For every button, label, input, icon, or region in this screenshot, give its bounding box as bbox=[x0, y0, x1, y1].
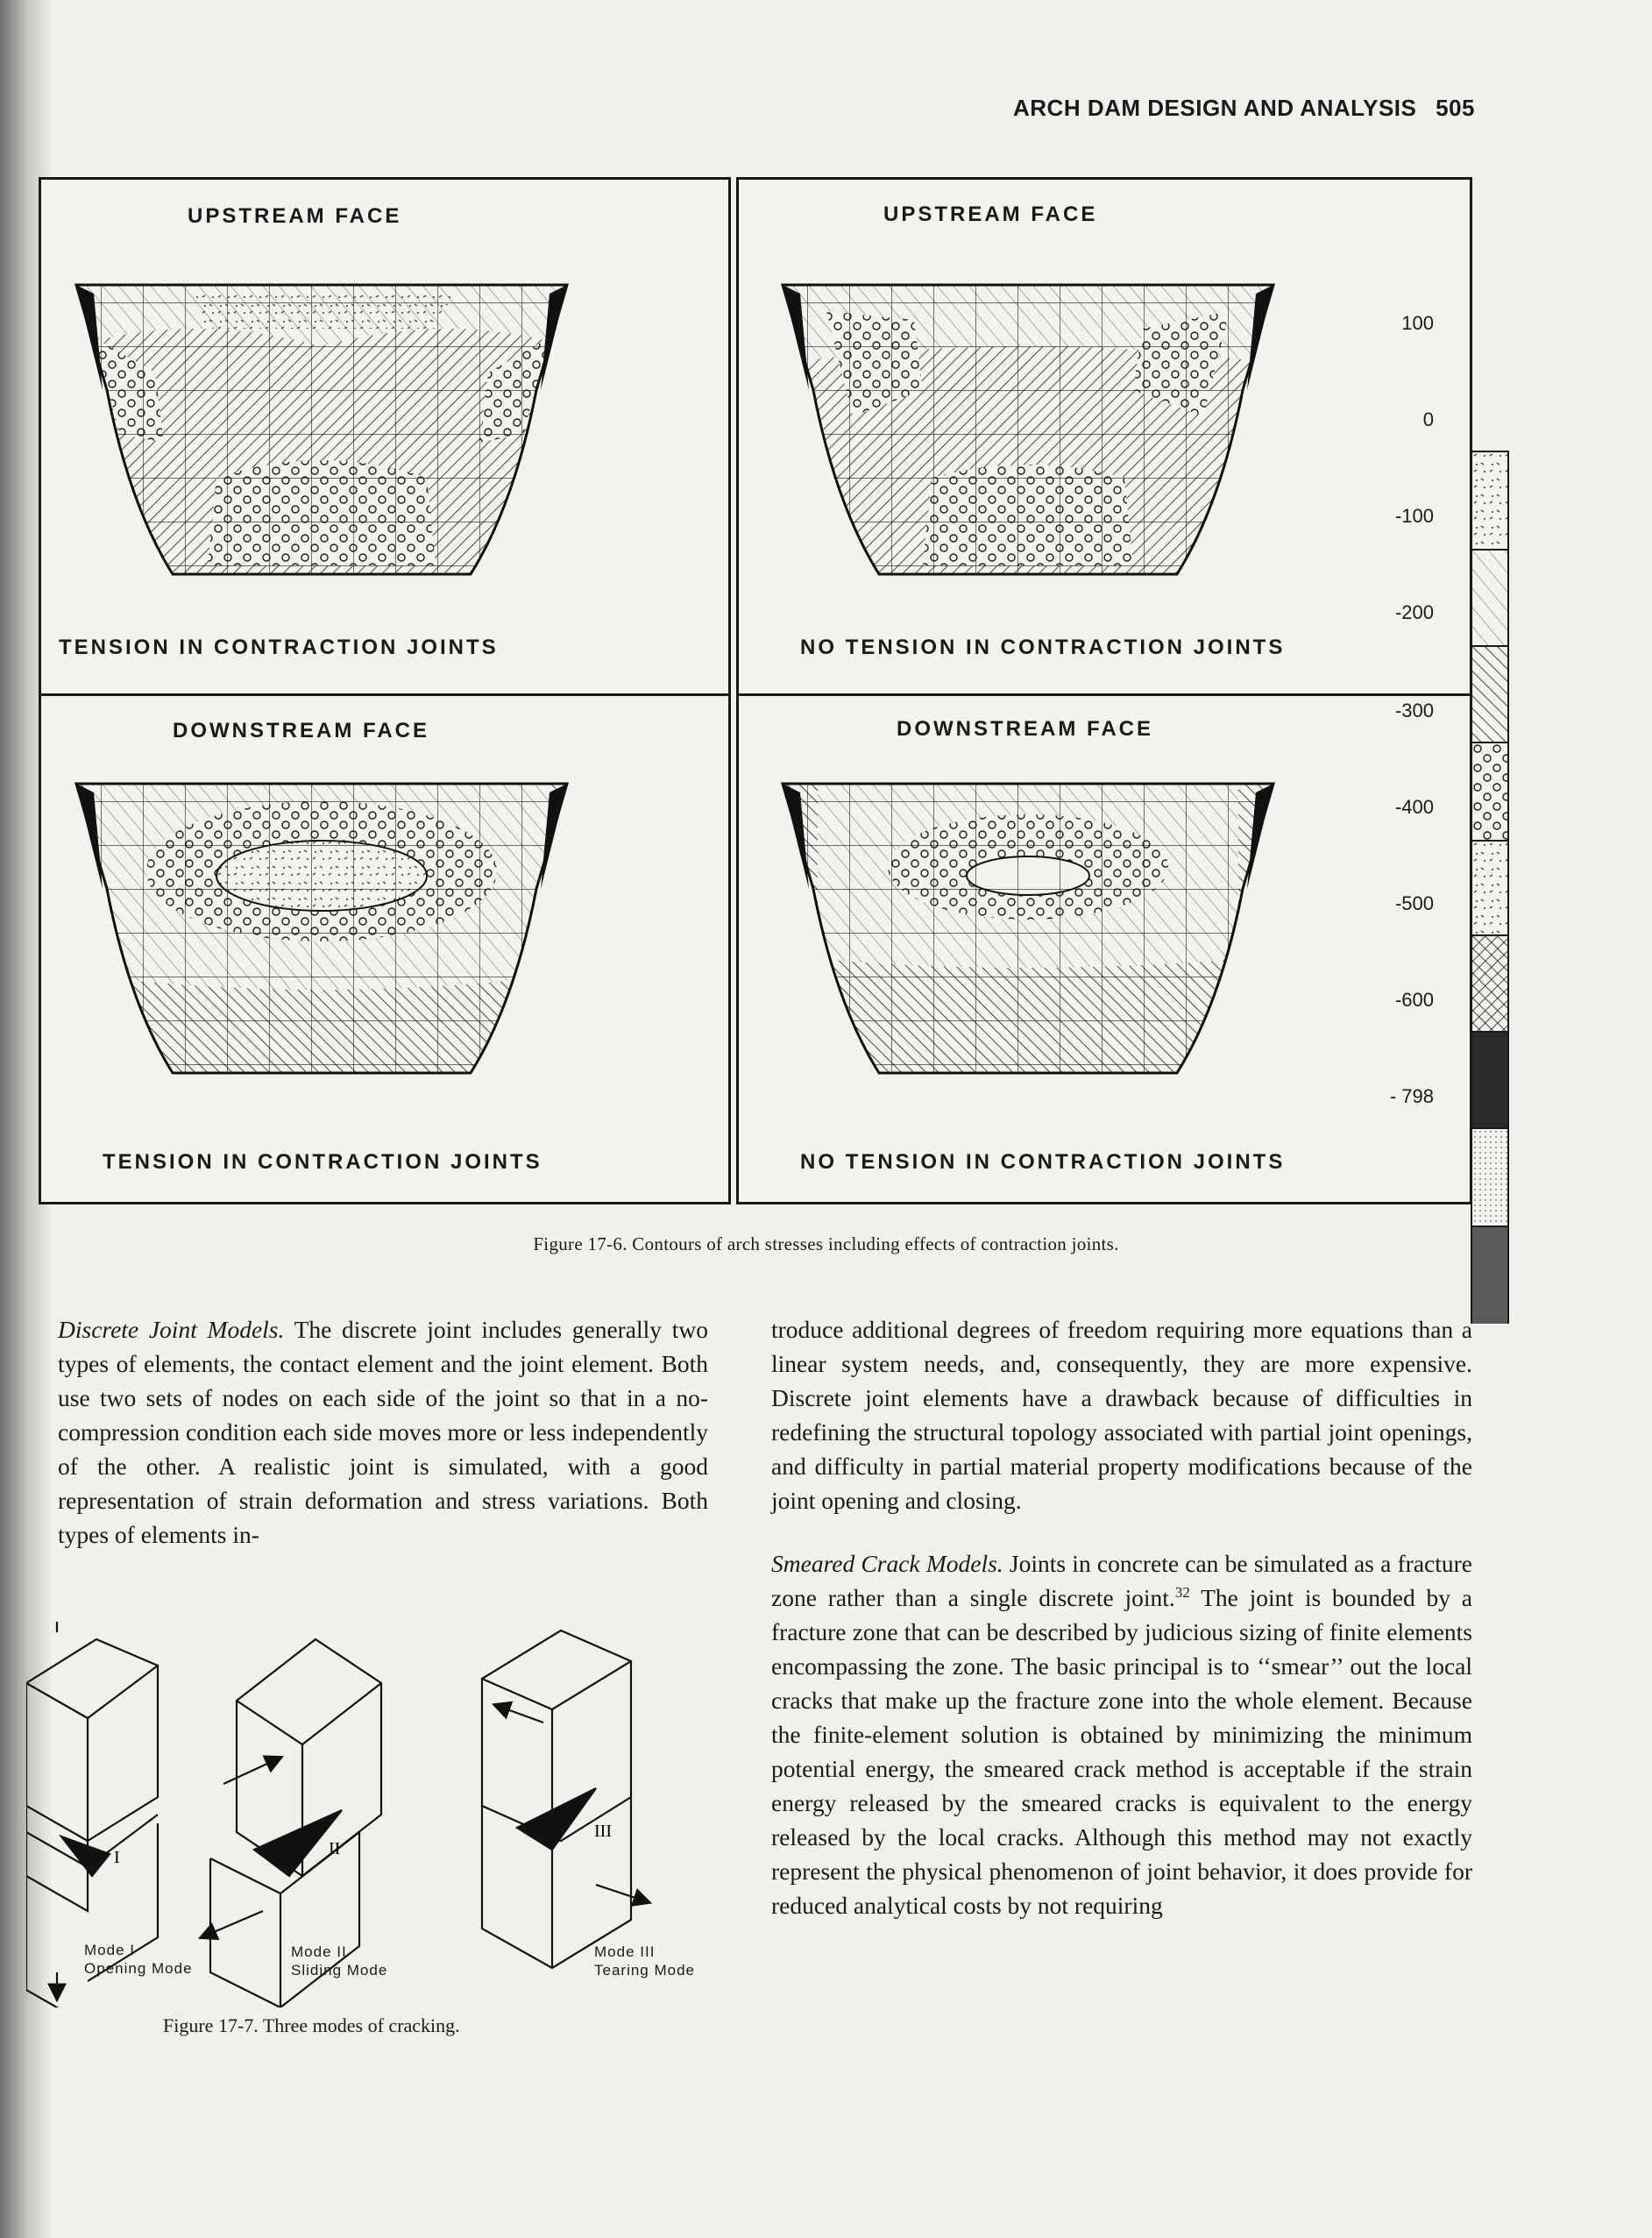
text-column-right bbox=[771, 1312, 1472, 1922]
paragraph-smeared-crack bbox=[771, 1546, 1472, 1922]
figure-17-6-caption: Figure 17-6. Contours of arch stresses including effects of contraction joints. bbox=[533, 1233, 1119, 1254]
mode-3-name: Mode III bbox=[594, 1943, 656, 1960]
legend-tick: 100 bbox=[1401, 312, 1434, 334]
dam-stress-contour-drawing bbox=[59, 714, 585, 1117]
panel-face-label: DOWNSTREAM FACE bbox=[173, 719, 429, 742]
legend-tick: -500 bbox=[1394, 892, 1434, 914]
paragraph-discrete-joint bbox=[58, 1312, 708, 1552]
run-in-heading: Discrete Joint Models. bbox=[58, 1316, 285, 1343]
legend-tick: 0 bbox=[1422, 409, 1434, 430]
paragraph-text: Joints in concrete can be simulated as a fracture zone rather than a single discrete joint. bbox=[771, 1550, 1472, 1611]
mode-3-block bbox=[482, 1631, 649, 1968]
mode-1-name: Mode I bbox=[84, 1942, 135, 1958]
panel-condition-label: TENSION IN CONTRACTION JOINTS bbox=[59, 636, 499, 659]
legend-tick: - 798 bbox=[1389, 1085, 1434, 1107]
panel-downstream-tension bbox=[39, 693, 731, 1204]
panel-upstream-tension bbox=[39, 177, 731, 699]
panel-condition-label: NO TENSION IN CONTRACTION JOINTS bbox=[800, 1150, 1286, 1174]
figure-17-7-caption: Figure 17-7. Three modes of cracking. bbox=[163, 2014, 460, 2036]
run-in-heading: Smeared Crack Models. bbox=[771, 1550, 1003, 1577]
panel-face-label: DOWNSTREAM FACE bbox=[897, 717, 1153, 741]
running-header bbox=[1013, 95, 1475, 122]
mode-3-label bbox=[594, 1943, 695, 1979]
panel-face-label: UPSTREAM FACE bbox=[188, 204, 402, 228]
mode-1-label bbox=[84, 1941, 193, 1978]
legend-swatch-fine-dots bbox=[1472, 1129, 1507, 1227]
legend-swatch-hatch bbox=[1472, 647, 1507, 743]
paragraph-continued: troduce additional degrees of freedom requiring more equations than a linear system needs, and, consequently, they are more expensive. Discrete joint elements have a drawback because of difficulties in redefining the structural topology associated with partial joint openings, and difficulty in partial material property modifications because of the joint opening and closing. bbox=[771, 1316, 1472, 1514]
reference-superscript: 32 bbox=[1174, 1583, 1190, 1601]
legend-swatch-dense-hatch bbox=[1472, 936, 1507, 1033]
legend-swatch-speckle bbox=[1472, 452, 1507, 551]
legend-swatch-light-hatch bbox=[1472, 551, 1507, 647]
dam-stress-contour-drawing bbox=[765, 714, 1291, 1117]
legend-swatch-dots bbox=[1472, 743, 1507, 842]
mode-2-name: Mode II bbox=[291, 1943, 347, 1960]
panel-condition-label: TENSION IN CONTRACTION JOINTS bbox=[103, 1150, 542, 1174]
mode-2-label bbox=[291, 1943, 387, 1979]
page-number: 505 bbox=[1436, 95, 1475, 121]
mode-3-desc: Tearing Mode bbox=[594, 1962, 696, 1979]
stress-legend-bar bbox=[1471, 451, 1509, 1324]
paragraph-text: The joint is bounded by a fracture zone that can be described by judicious sizing of finite elements encompassing the zone. The basic principal is to ‘‘smear’’ out the local cracks that make up the fracture zone into the whole element. Because the finite-element solution is obtained by minimizing the minimum potential energy, the smeared crack method is acceptable if the strain energy released by the smeared cracks is equivalent to the energy released by the local cracks. Although this method may not exactly represent the physical phenomenon of joint behavior, it does provide for reduced analytical costs by not requiring bbox=[771, 1584, 1472, 1919]
panel-upstream-no-tension bbox=[736, 177, 1472, 699]
mode-1-desc: Opening Mode bbox=[84, 1960, 193, 1977]
legend-tick: -100 bbox=[1394, 505, 1434, 527]
dam-stress-contour-drawing bbox=[765, 215, 1291, 583]
panel-face-label: UPSTREAM FACE bbox=[883, 202, 1098, 226]
header-title: ARCH DAM DESIGN AND ANALYSIS bbox=[1013, 95, 1417, 121]
text-column-left bbox=[58, 1312, 708, 1552]
paragraph-text: The discrete joint includes generally two types of elements, the contact element and the joint element. Both use two sets of nodes on each side of the joint so that in a no-compression condition each side moves more or less independently of the other. A realistic joint is simulated, with a good representation of strain deformation and stress variations. Both types of elements in- bbox=[58, 1316, 708, 1548]
legend-tick: -200 bbox=[1394, 601, 1434, 623]
legend-tick: -600 bbox=[1394, 989, 1434, 1011]
legend-swatch-dark bbox=[1472, 1033, 1507, 1129]
panel-condition-label: NO TENSION IN CONTRACTION JOINTS bbox=[800, 636, 1286, 659]
panel-downstream-no-tension bbox=[736, 693, 1472, 1204]
mode-2-numeral: II bbox=[329, 1839, 341, 1858]
figure-17-7 bbox=[26, 1622, 727, 2034]
dam-stress-contour-drawing bbox=[59, 215, 585, 583]
mode-3-numeral: III bbox=[594, 1822, 612, 1841]
mode-1-numeral: I bbox=[114, 1848, 120, 1867]
legend-swatch-speckle-2 bbox=[1472, 842, 1507, 936]
mode-2-desc: Sliding Mode bbox=[291, 1962, 388, 1979]
figure-17-6 bbox=[39, 177, 1472, 1203]
legend-tick: -300 bbox=[1394, 700, 1434, 721]
legend-tick: -400 bbox=[1394, 796, 1434, 818]
